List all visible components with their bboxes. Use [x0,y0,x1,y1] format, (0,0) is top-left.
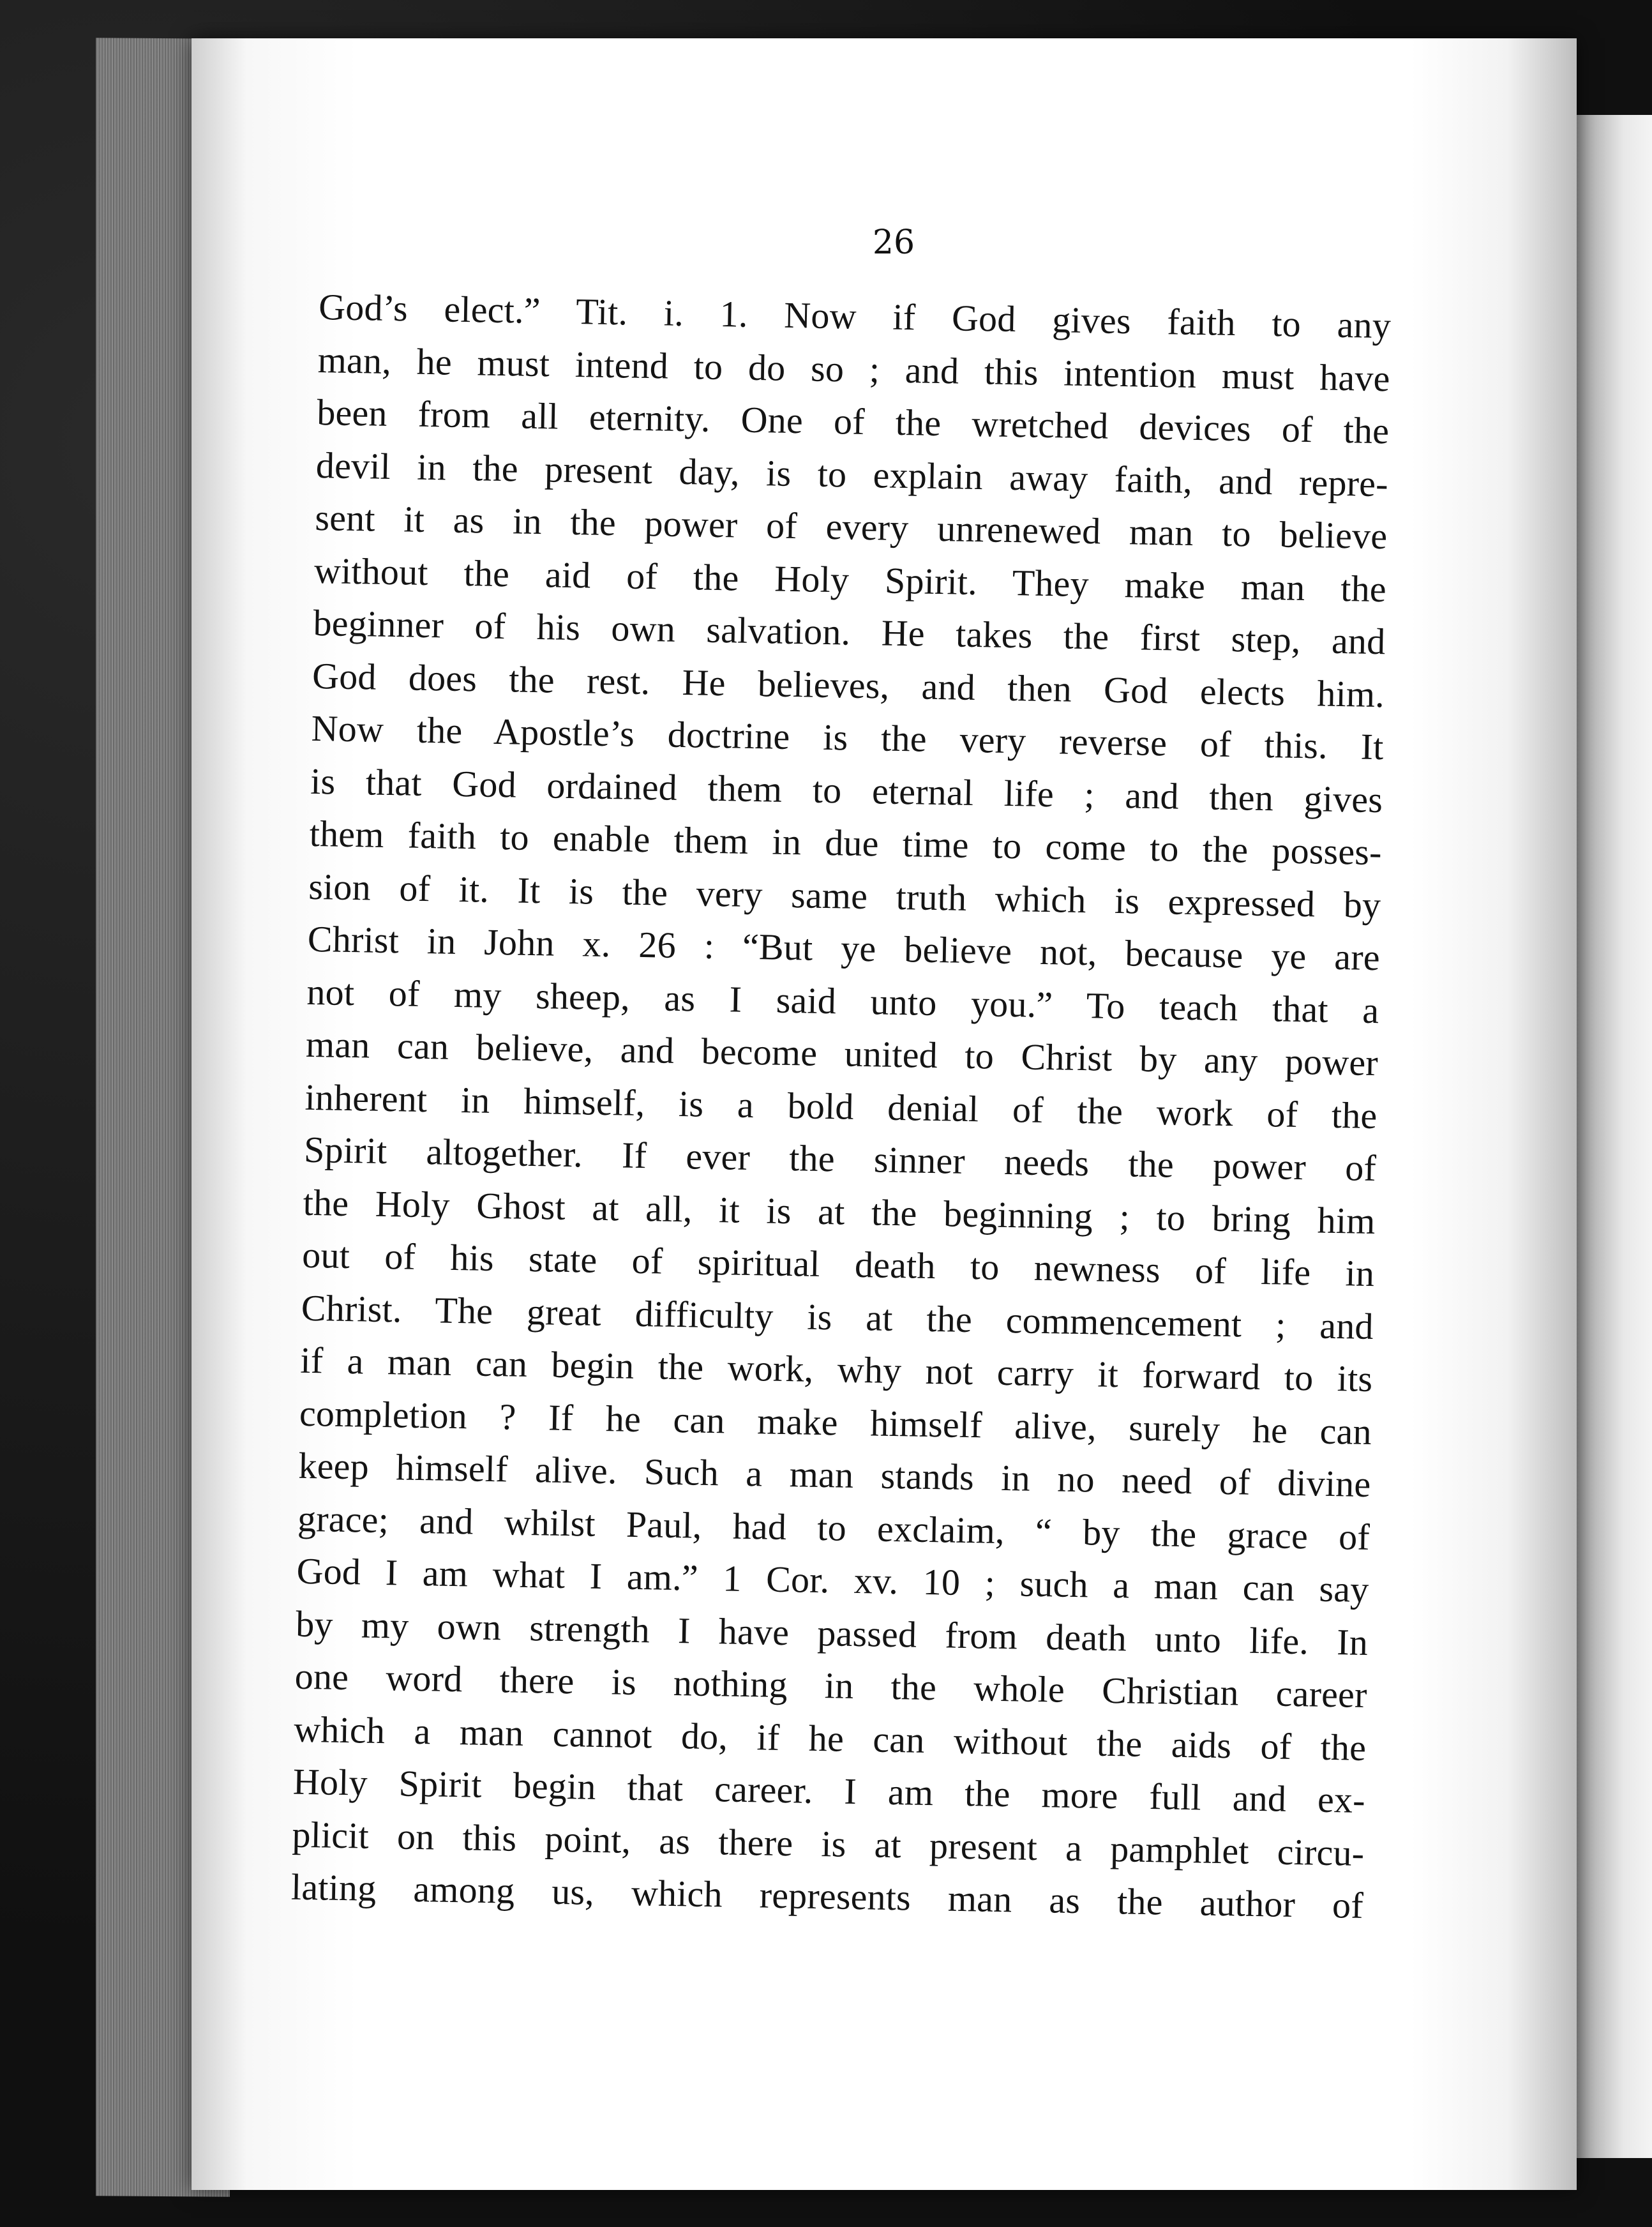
text-line: one word there is nothing in the whole Christian career [294,1655,1368,1716]
text-line: inherent in himself, is a bold denial of the work of the [304,1076,1378,1136]
text-line: man can believe, and become united to Christ by any power [305,1023,1379,1084]
text-line: without the aid of the Holy Spirit. They make man the [313,549,1387,610]
text-line: is that God ordained them to eternal life ; and then gives [310,760,1383,820]
text-line: completion ? If he can make himself alive, surely he can [299,1392,1372,1453]
text-line: the Holy Ghost at all, it is at the beginning ; to bring him [303,1181,1376,1242]
text-line: which a man cannot do, if he can without the aids of the [293,1708,1367,1769]
page-number: 26 [872,223,915,262]
text-line: Now the Apostle’s doctrine is the very reverse of this. It [311,707,1385,768]
text-line: if a man can begin the work, why not carry it forward to its [299,1339,1373,1400]
text-line: devil in the present day, is to explain away faith, and repre- [315,444,1389,504]
text-line: keep himself alive. Such a man stands in no need of divine [298,1444,1371,1506]
text-line: God I am what I am.” 1 Cor. xv. 10 ; such a man can say [296,1550,1370,1611]
text-line: sent it as in the power of every unrenewed man to believe [314,496,1388,557]
text-line: God’s elect.” Tit. i. 1. Now if God gives faith to any [318,285,1392,347]
body-text [290,281,1391,1932]
text-line: lating among us, which represents man as the author of [290,1866,1364,1926]
text-line: out of his state of spiritual death to newness of life in [301,1234,1375,1295]
text-line: not of my sheep, as I said unto you.” To teach that a [306,970,1379,1031]
text-line: them faith to enable them in due time to come to the posses- [309,812,1383,873]
text-line: by my own strength I have passed from death unto life. In [295,1603,1369,1663]
text-line: man, he must intend to do so ; and this intention must have [317,338,1391,399]
text-line: Christ in John x. 26 : “But ye believe not, because ye are [307,917,1381,979]
text-line: Spirit altogether. If ever the sinner needs the power of [303,1128,1377,1189]
text-line: beginner of his own salvation. He takes the first step, and [313,601,1386,663]
text-line: Christ. The great difficulty is at the commencement ; and [301,1287,1374,1347]
text-line: Holy Spirit begin that career. I am the more full and ex- [292,1760,1366,1821]
text-line: plicit on this point, as there is at present a pamphlet circu- [291,1813,1365,1874]
text-line: grace; and whilst Paul, had to exclaim, “ by the grace of [297,1497,1370,1558]
text-line: sion of it. It is the very same truth which is expressed by [308,865,1381,926]
text-line: been from all eternity. One of the wretched devices of the [316,391,1390,452]
text-line: God does the rest. He believes, and then God elects him. [312,654,1385,715]
